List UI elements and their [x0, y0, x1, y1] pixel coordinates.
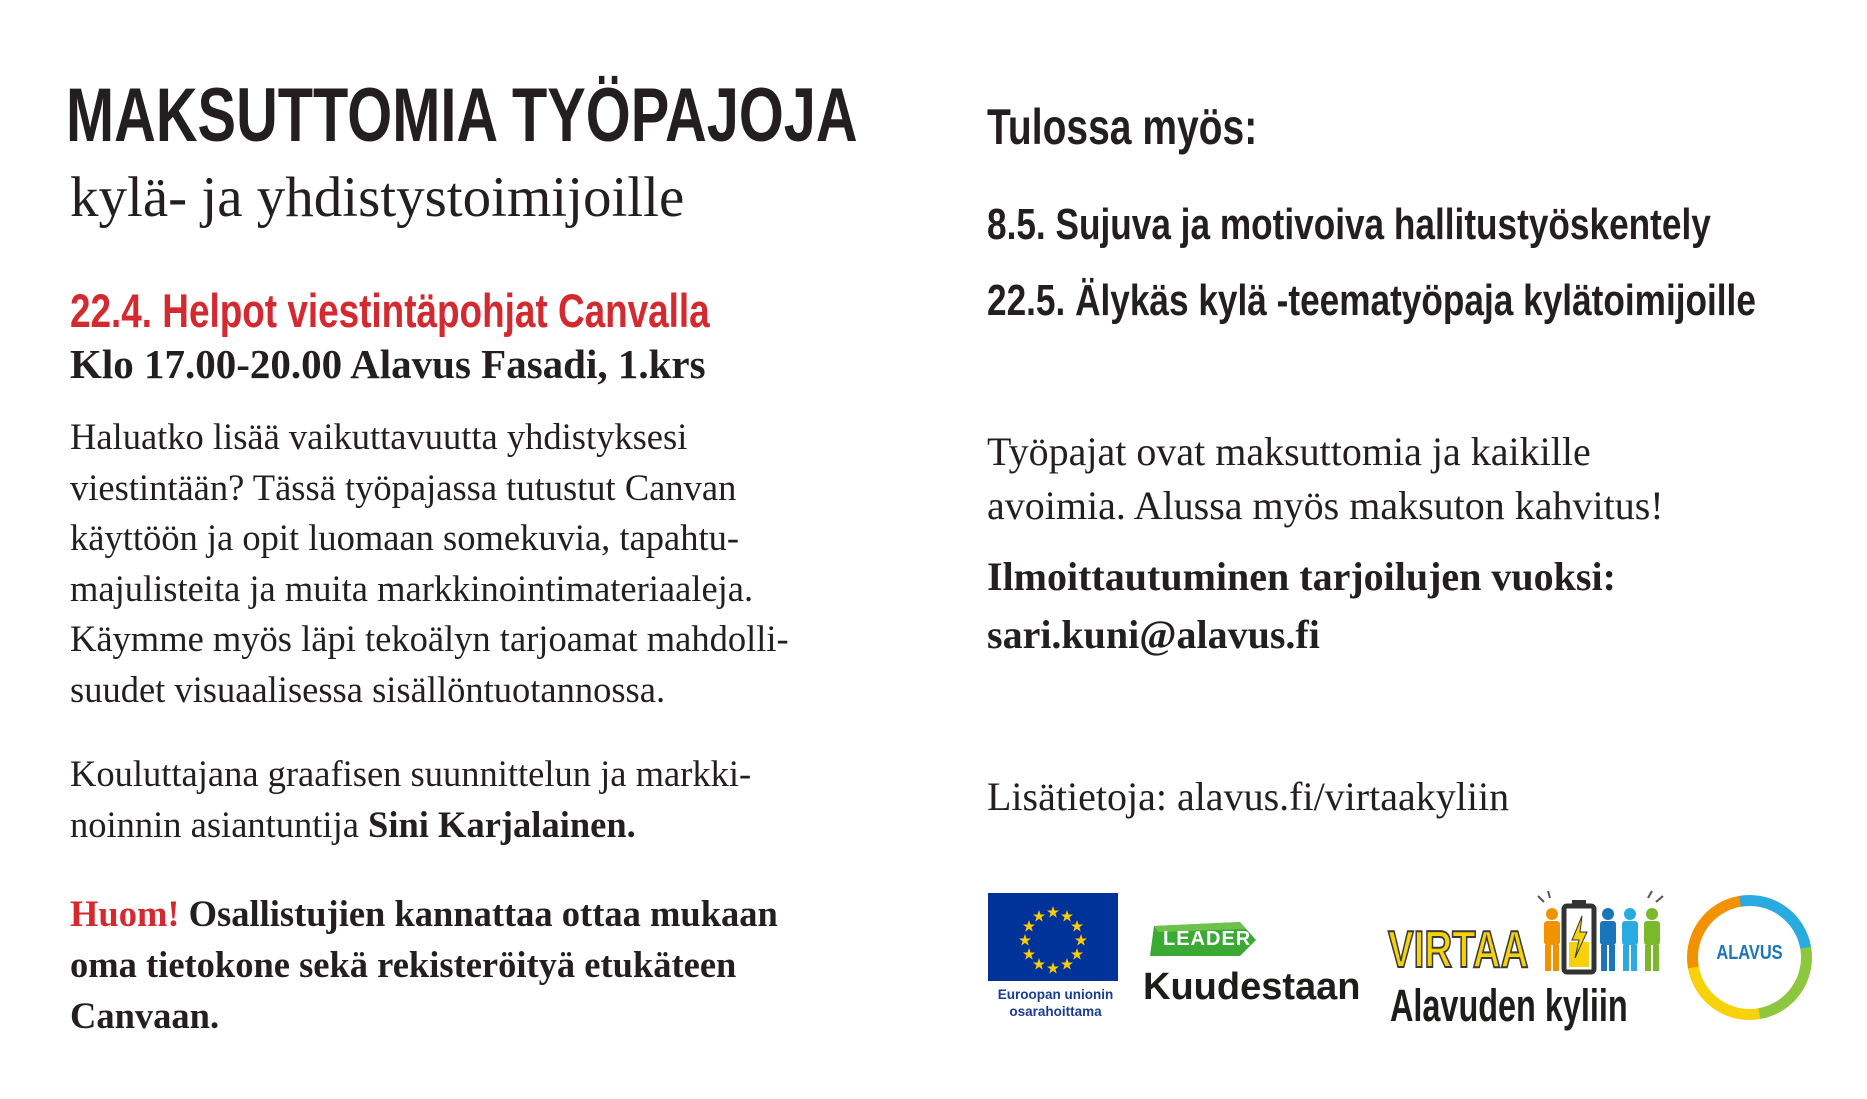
free-line: avoimia. Alussa myös maksuton kahvitus! [987, 483, 1664, 528]
virtaa-logo [1388, 890, 1668, 1030]
registration [987, 548, 1616, 664]
note-line: Canvaan. [70, 995, 220, 1036]
eu-caption-line: osarahoittama [1009, 1004, 1102, 1019]
alavus-text: ALAVUS [1716, 942, 1783, 964]
description-line: Käymme myös läpi tekoälyn tarjoamat mahdolli- [70, 618, 789, 659]
eu-logo [988, 893, 1118, 1028]
description-line: Haluatko lisää vaikuttavuutta yhdistyksesi [70, 416, 688, 457]
description-line: suudet visuaalisessa sisällöntuotannossa. [70, 668, 666, 710]
trainer-prefix: noinnin asiantuntija [70, 804, 369, 845]
eu-flag-icon [988, 893, 1118, 981]
event-time: Klo 17.00-20.00 Alavus Fasadi, 1.krs [70, 341, 706, 387]
note [70, 888, 778, 1041]
virtaa-people-battery-icon [1536, 890, 1666, 980]
trainer-name: Sini Karjalainen. [368, 804, 636, 845]
registration-email[interactable]: sari.kuni@alavus.fi [987, 612, 1320, 657]
trainer-info [70, 748, 751, 850]
virtaa-word: VIRTAA [1388, 921, 1529, 979]
free-line: Työpajat ovat maksuttomia ja kaikille [987, 429, 1591, 474]
eu-stars-icon [988, 893, 1118, 981]
note-line: oma tietokone sekä rekisteröityä etukäteen [70, 944, 737, 985]
virtaa-tagline: Alavuden kyliin [1390, 980, 1628, 1031]
description-line: käyttöön ja opit luomaan somekuvia, tapahtu- [70, 517, 740, 558]
upcoming-title: Tulossa myös: [987, 99, 1258, 155]
subtitle: kylä- ja yhdistystoimijoille [70, 166, 685, 229]
registration-label: Ilmoittautuminen tarjoilujen vuoksi: [987, 554, 1616, 599]
note-line [70, 888, 778, 939]
more-info-link[interactable]: Lisätietoja: alavus.fi/virtaakyliin [987, 774, 1510, 819]
description-line: majulisteita ja muita markkinointimateriaaleja. [70, 567, 754, 609]
eu-caption-line: Euroopan unionin [997, 987, 1114, 1002]
upcoming-event: 8.5. Sujuva ja motivoiva hallitustyöskentely [987, 200, 1711, 249]
free-info [987, 425, 1664, 533]
note-text: Osallistujien kannattaa ottaa mukaan [179, 893, 778, 934]
eu-caption [988, 986, 1123, 1020]
main-title: MAKSUTTOMIA TYÖPAJOJA [66, 73, 858, 158]
alavus-logo [1682, 890, 1817, 1025]
trainer-line: Kouluttajana graafisen suunnittelun ja markki- [70, 753, 752, 794]
event-description [70, 412, 930, 715]
leader-name: Kuudestaan [1143, 966, 1361, 1008]
upcoming-event: 22.5. Älykäs kylä -teematyöpaja kylätoimijoille [987, 276, 1756, 325]
leader-kuudestaan-logo [1143, 922, 1378, 1012]
description-line: viestintään? Tässä työpajassa tutustut Canvan [70, 466, 737, 508]
leader-badge-text: LEADER [1163, 928, 1252, 950]
note-label: Huom! [70, 893, 180, 934]
trainer-line [70, 799, 751, 850]
event-title: 22.4. Helpot viestintäpohjat Canvalla [70, 284, 710, 337]
